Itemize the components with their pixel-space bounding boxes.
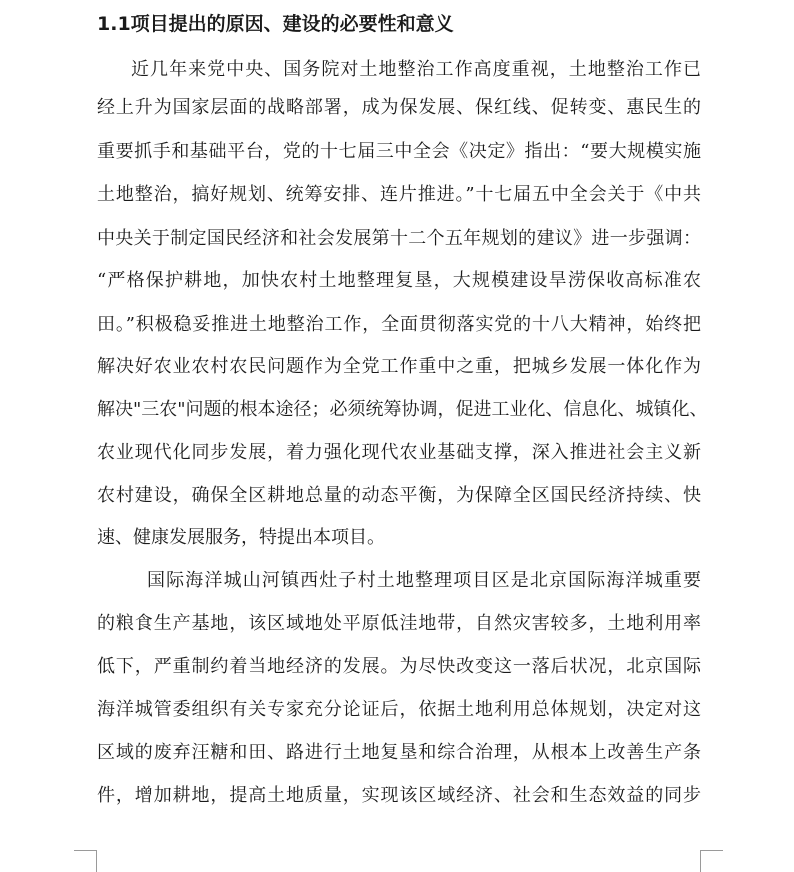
paragraph-1-line: 重要抓手和基础平台，党的十七届三中全会《决定》指出：“要大规模实施 [97, 141, 701, 162]
section-heading: 1.1项目提出的原因、建设的必要性和意义 [97, 13, 454, 35]
paragraph-1-line: 近几年来党中央、国务院对土地整治工作高度重视，土地整治工作已 [131, 59, 701, 80]
paragraph-2-line: 低下，严重制约着当地经济的发展。为尽快改变这一落后状况，北京国际 [97, 656, 701, 677]
paragraph-2-line: 海洋城管委组织有关专家充分论证后，依据土地利用总体规划，决定对这 [97, 699, 701, 720]
paragraph-2-line: 件，增加耕地，提高土地质量，实现该区域经济、社会和生态效益的同步 [97, 785, 701, 806]
paragraph-1-line: “严格保护耕地，加快农村土地整理复垦，大规模建设旱涝保收高标准农 [97, 270, 701, 291]
paragraph-2-line: 的粮食生产基地，该区域地处平原低洼地带，自然灾害较多，土地利用率 [97, 613, 701, 634]
page-corner-marker-left [74, 850, 97, 872]
paragraph-2-line: 区域的废弃汪糖和田、路进行土地复垦和综合治理，从根本上改善生产条 [97, 742, 701, 763]
paragraph-1-line: 解决好农业农村农民问题作为全党工作重中之重，把城乡发展一体化作为 [97, 356, 701, 377]
paragraph-2-line: 国际海洋城山河镇西灶子村土地整理项目区是北京国际海洋城重要 [147, 570, 701, 591]
paragraph-1-line: 农村建设，确保全区耕地总量的动态平衡，为保障全区国民经济持续、快 [97, 485, 701, 506]
paragraph-1-line: 中央关于制定国民经济和社会发展第十二个五年规划的建议》进一步强调： [97, 228, 701, 249]
paragraph-1-line: 速、健康发展服务，特提出本项目。 [97, 527, 385, 548]
paragraph-1-line: 经上升为国家层面的战略部署，成为保发展、保红线、促转变、惠民生的 [97, 97, 701, 118]
paragraph-1-line: 土地整治，搞好规划、统筹安排、连片推进。”十七届五中全会关于《中共 [97, 184, 701, 205]
paragraph-1-line: 解决"三农"问题的根本途径；必须统筹协调，促进工业化、信息化、城镇化、 [97, 399, 708, 420]
paragraph-1-line: 田。”积极稳妥推进土地整治工作，全面贯彻落实党的十八大精神，始终把 [97, 314, 701, 335]
page-corner-marker-right [700, 850, 723, 872]
paragraph-1-line: 农业现代化同步发展，着力强化现代农业基础支撑，深入推进社会主义新 [97, 442, 701, 463]
